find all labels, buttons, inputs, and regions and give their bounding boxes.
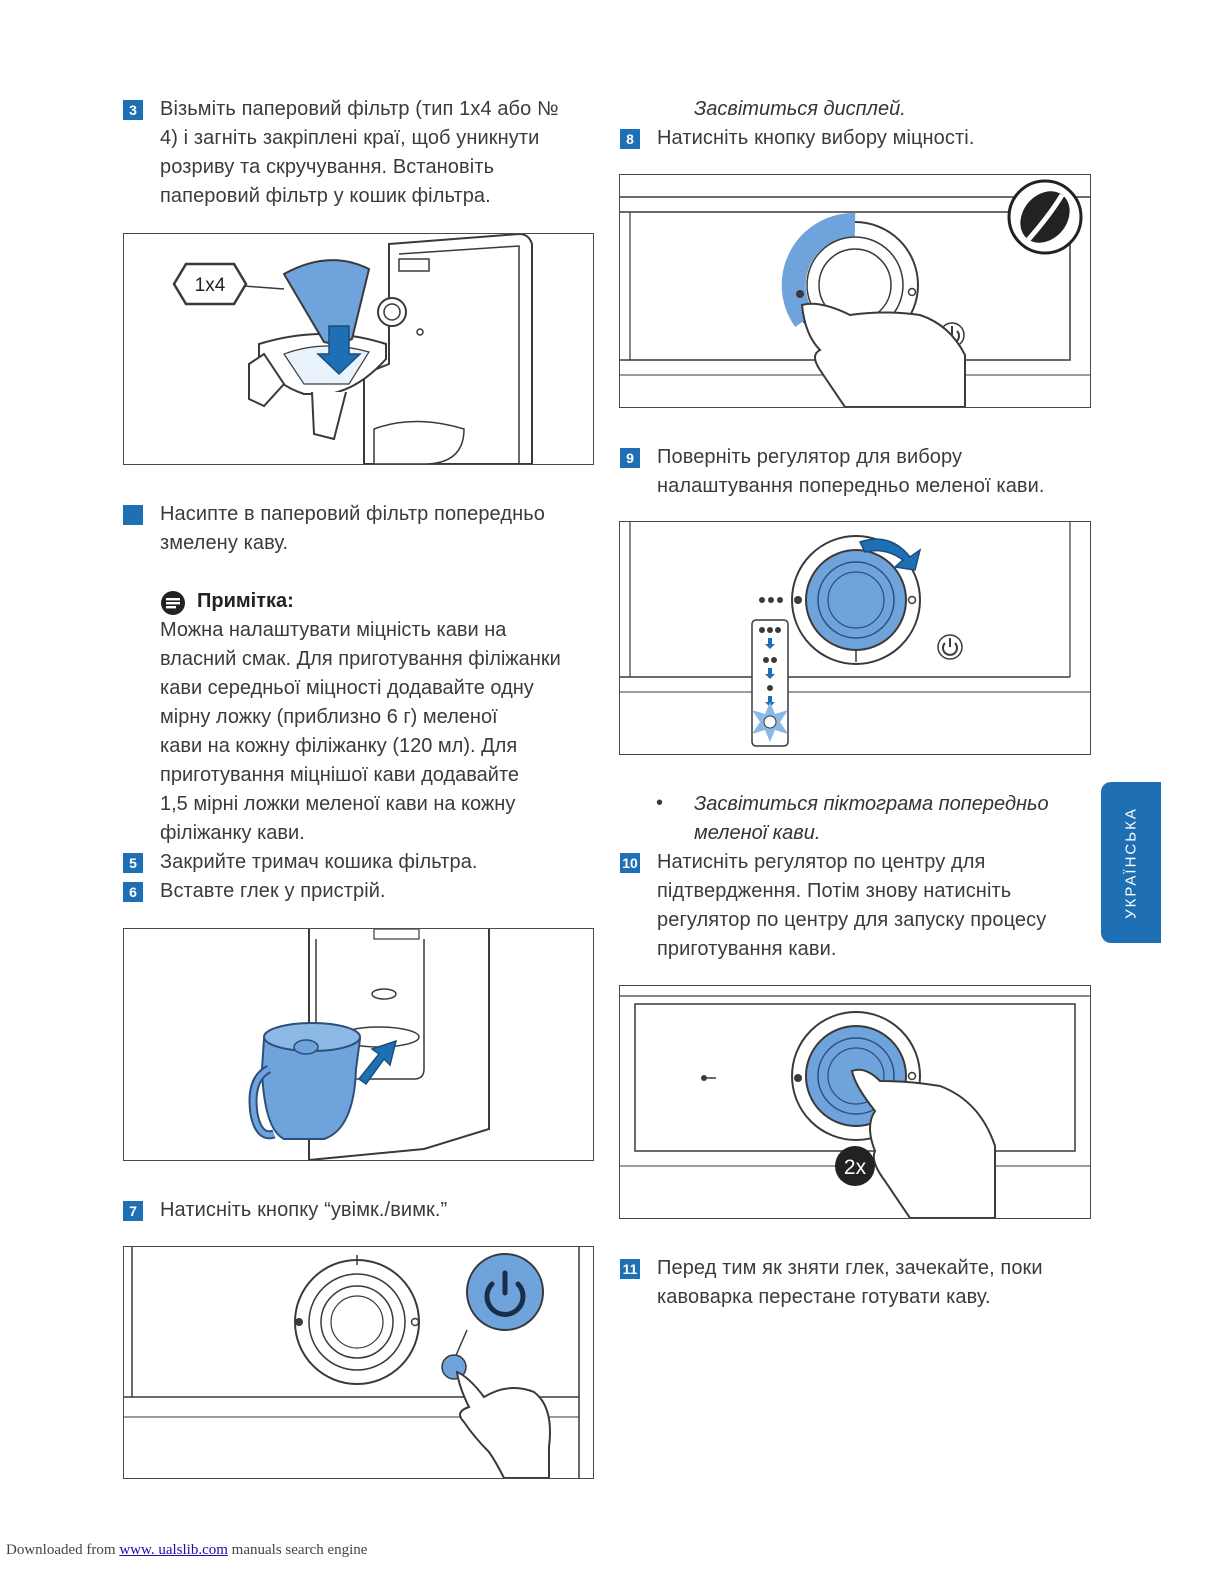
step-text: Натисніть регулятор по центру для підтвердження. Потім знову натисніть регулятор по центру для запуску процесу приготування кави. xyxy=(657,851,1047,960)
jug-illustration xyxy=(124,929,593,1160)
step-text: Вставте глек у пристрій. xyxy=(160,880,386,902)
press-twice-badge: 2x xyxy=(843,1156,867,1179)
hand-icon xyxy=(457,1372,550,1478)
figure-press-dial xyxy=(619,985,1091,1219)
step-text: Натисніть кнопку вибору міцності. xyxy=(657,127,975,149)
footer-link[interactable]: www. ualslib.com xyxy=(119,1542,228,1558)
step-text: Натисніть кнопку “увімк./вимк.” xyxy=(160,1199,448,1221)
step-text: Поверніть регулятор для вибору налаштування попередньо меленої кави. xyxy=(657,446,1045,497)
display-lights-result: Засвітиться дисплей. xyxy=(694,98,906,120)
note-body: Можна налаштувати міцність кави на власний смак. Для приготування філіжанки кави середньої міцності додавайте одну мірну ложку (приблизно 6 г) меленої кави на кожну філіжанку (120 мл). Для приготування міцнішої кави додавайте 1,5 мірні ложки меленої кави на кожну філіжанку кави. xyxy=(160,619,561,844)
step-number: 5 xyxy=(123,853,143,873)
step-text: Закрийте тримач кошика фільтра. xyxy=(160,851,478,873)
step-number: 11 xyxy=(620,1259,640,1279)
figure-strength-button xyxy=(619,174,1091,408)
figure-insert-filter xyxy=(123,233,594,465)
step-text: Візьміть паперовий фільтр (тип 1x4 або № 4) і загніть закріплені краї, щоб уникнути розриву та скручування. Встановіть паперовий фільтр у кошик фільтра. xyxy=(160,98,559,207)
footer-suffix: manuals search engine xyxy=(227,1542,368,1558)
step-number xyxy=(123,505,143,525)
strength-illustration xyxy=(620,175,1090,407)
coffee-bean-icon xyxy=(295,1318,303,1326)
rotate-illustration xyxy=(620,522,1090,754)
hand-icon xyxy=(802,304,965,407)
step-number: 8 xyxy=(620,129,640,149)
step-number: 3 xyxy=(123,100,143,120)
bullet-symbol: • xyxy=(656,792,664,814)
step-number: 6 xyxy=(123,882,143,902)
language-tab-label: УКРАЇНСЬКА xyxy=(1122,806,1140,919)
figure-rotate-dial xyxy=(619,521,1091,755)
note-title: Примітка: xyxy=(197,590,294,612)
filter-badge-label: 1x4 xyxy=(194,275,226,296)
figure-insert-jug xyxy=(123,928,594,1161)
filter-illustration xyxy=(124,234,593,464)
footer xyxy=(6,1542,367,1559)
step-number: 7 xyxy=(123,1201,143,1221)
step-number: 10 xyxy=(620,853,640,873)
language-tab xyxy=(1101,782,1161,943)
hand-icon xyxy=(852,1070,995,1218)
figure-power-button xyxy=(123,1246,594,1479)
step-text: Насипте в паперовий фільтр попередньо змелену каву. xyxy=(160,503,545,554)
note-icon xyxy=(160,590,186,616)
step-number: 9 xyxy=(620,448,640,468)
footer-prefix: Downloaded from xyxy=(6,1542,120,1558)
bullet-text: Засвітиться піктограма попередньо меленої кави. xyxy=(694,793,1049,844)
power-illustration xyxy=(124,1247,593,1478)
press-illustration xyxy=(620,986,1090,1218)
step-text: Перед тим як зняти глек, зачекайте, поки кавоварка перестане готувати каву. xyxy=(657,1257,1043,1308)
